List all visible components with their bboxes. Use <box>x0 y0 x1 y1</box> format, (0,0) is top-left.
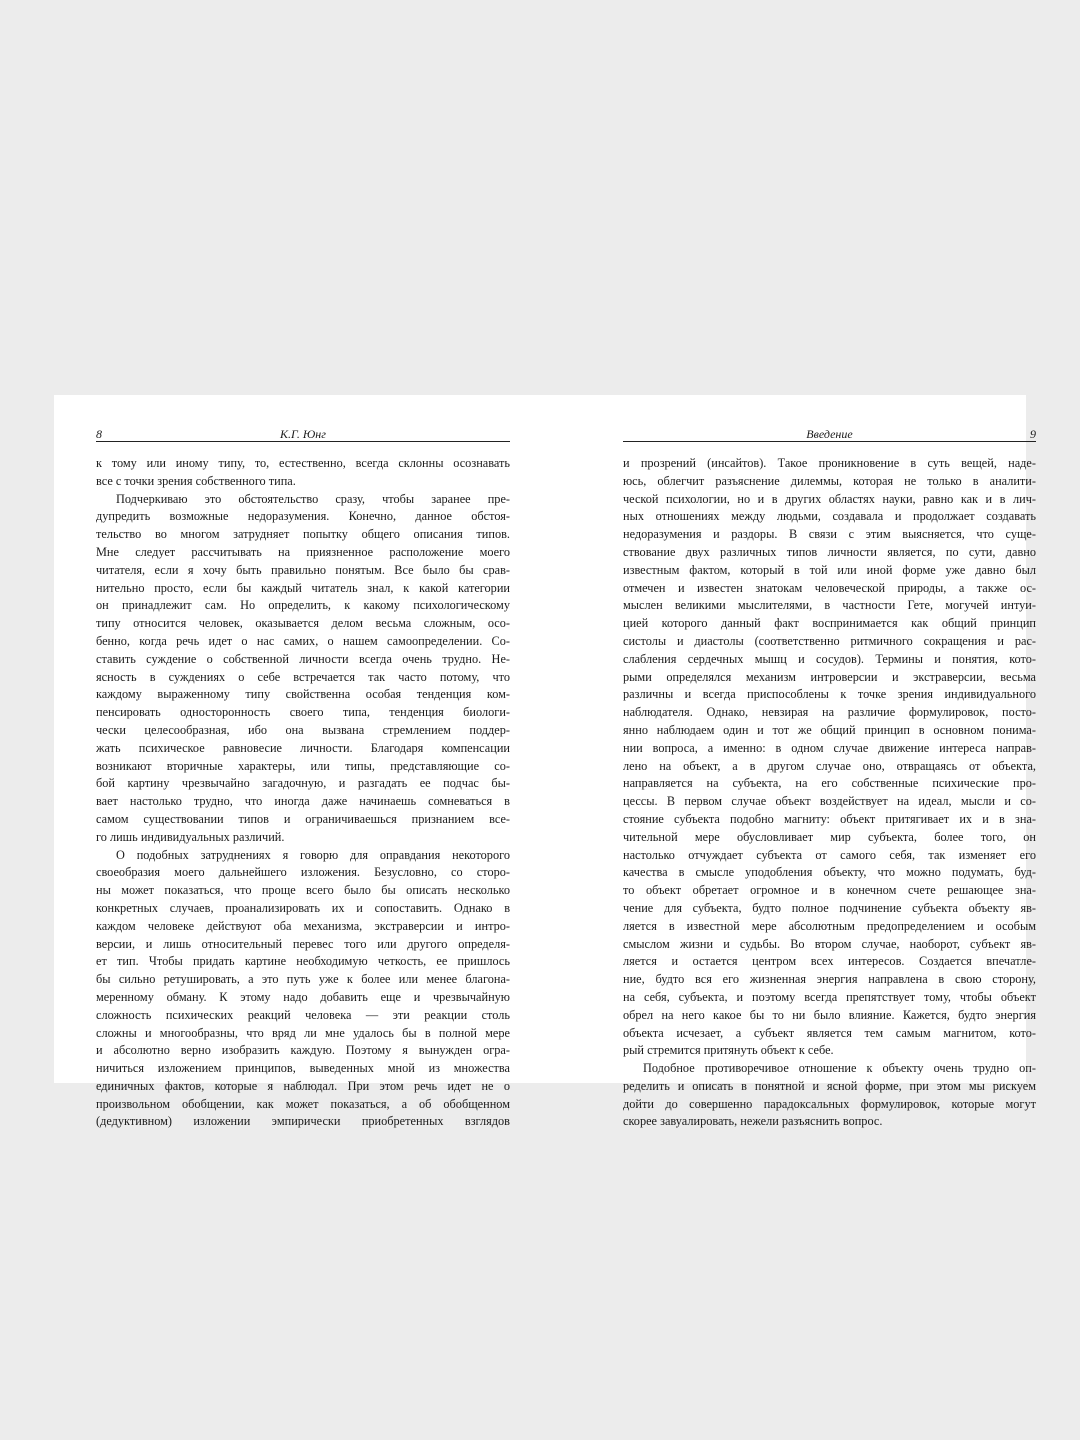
left-page <box>96 395 510 1129</box>
text-line: возникают вторичные характеры, или типы, представляющие со- <box>96 758 510 773</box>
text-line: лено на объект, а в другом случае оно, отвращаясь от объекта, <box>623 758 1036 773</box>
text-line: различны и всегда приспособлены к точке зрения индивидуального <box>623 687 1036 702</box>
text-line: дупредить возможные недоразумения. Конечно, данное обстоя- <box>96 509 510 524</box>
text-line: то объект обретает огромное и в конечном счете решающее зна- <box>623 883 1036 898</box>
text-line: (дедуктивном) изложении эмпирически приобретенных взглядов <box>96 1114 510 1129</box>
text-line: он принадлежит сам. Но определить, к какому психологическому <box>96 598 510 613</box>
text-line: нии вопроса, а именно: в одном случае движение интереса направ- <box>623 740 1036 755</box>
running-head-author: К.Г. Юнг <box>280 427 326 441</box>
page-number: 9 <box>1030 427 1036 441</box>
text-line: чение для субъекта, будто полное подчинение субъекта объекту яв- <box>623 900 1036 915</box>
text-line: мыслен великими мыслителями, в частности Гете, могучей интуи- <box>623 598 1036 613</box>
text-line: направляется на субъекта, на его собственные психические про- <box>623 776 1036 791</box>
text-line: произвольном обобщении, как может показаться, а об обобщенном <box>96 1096 510 1111</box>
text-line: слабления сердечных мышц и сосудов). Термины и понятия, кото- <box>623 651 1036 666</box>
text-line: цией которого данный факт воспринимается как общий принцип <box>623 616 1036 631</box>
text-line: рыми определялся механизм интроверсии и экстраверсии, весьма <box>623 669 1036 684</box>
text-line: читателя, если я хочу быть правильно понятым. Все было бы срав- <box>96 562 510 577</box>
text-line: ределить и описать в понятной и ясной форме, при этом мы рискуем <box>623 1078 1036 1093</box>
text-line: наблюдателя. Однако, невзирая на различие формулировок, посто- <box>623 705 1036 720</box>
text-line: известным фактом, который в той или иной форме уже давно был <box>623 562 1036 577</box>
text-line: объекта исчезает, а субъект является тем самым магнитом, кото- <box>623 1025 1036 1040</box>
right-page-text <box>623 455 1036 1131</box>
text-line: юсь, облегчит разъяснение дилеммы, которая не только в аналити- <box>623 473 1036 488</box>
text-line: своеобразия моего дальнейшего изложения. Безусловно, со сторо- <box>96 865 510 880</box>
text-line: каждом человеке действуют оба механизма, экстраверсии и интро- <box>96 918 510 933</box>
running-head-chapter: Введение <box>806 427 853 441</box>
text-line: пенсировать односторонность своего типа, тенденция биологи- <box>96 705 510 720</box>
text-line: ны может показаться, что проще всего было бы описать несколько <box>96 883 510 898</box>
text-line: Подчеркиваю это обстоятельство сразу, чтобы заранее пре- <box>116 491 510 506</box>
text-line: О подобных затруднениях я говорю для оправдания некоторого <box>116 847 510 862</box>
text-line: меренному обману. К этому надо добавить еще и чрезвычайную <box>96 989 510 1004</box>
text-line: самом существовании типов и ограничиваешься признанием все- <box>96 811 510 826</box>
text-line: ет тип. Чтобы придать картине необходимую четкость, ее пришлось <box>96 954 510 969</box>
text-line: каждому выраженному типу свойственна особая тенденция ком- <box>96 687 510 702</box>
text-line: отмечен и известен знатокам человеческой природы, а также ос- <box>623 580 1036 595</box>
text-line: сложность психических реакций человека — эти реакции столь <box>96 1007 510 1022</box>
text-line: скорее завуалировать, нежели разъяснить вопрос. <box>623 1114 883 1129</box>
text-line: ляется и остается центром всех интересов. Создается впечатле- <box>623 954 1036 969</box>
left-page-header <box>96 428 510 442</box>
text-line: ляется в известной мере абсолютным предопределением и особым <box>623 918 1036 933</box>
page-number: 8 <box>96 427 102 441</box>
text-line: настолько отчуждает субъекта от самого себя, так изменяет его <box>623 847 1036 862</box>
book-spread <box>54 395 1036 1129</box>
text-line: чески целесообразная, ибо она вызвана стремлением поддер- <box>96 722 510 737</box>
text-line: единичных фактов, которые я наблюдал. При этом речь идет не о <box>96 1078 510 1093</box>
text-line: и абсолютно верно изобразить каждую. Поэтому я вынужден огра- <box>96 1043 510 1058</box>
text-line: недоразумения и раздоры. В связи с этим выясняется, что суще- <box>623 527 1036 542</box>
text-line: жать психическое равновесие личности. Благодаря компенсации <box>96 740 510 755</box>
text-line: ясность в суждениях о себе встречается так часто потому, что <box>96 669 510 684</box>
text-line: ставить суждение о собственной личности всегда очень трудно. Не- <box>96 651 510 666</box>
text-line: и прозрений (инсайтов). Такое проникновение в суть вещей, наде- <box>623 456 1036 470</box>
text-line: все с точки зрения собственного типа. <box>96 473 296 488</box>
text-line: обрел на него какое бы то ни было влияние. Кажется, будто энергия <box>623 1007 1036 1022</box>
text-line: ствование двух различных типов личности является, по сути, давно <box>623 544 1036 559</box>
text-line: типу относится человек, оказывается делом весьма сложным, осо- <box>96 616 510 631</box>
text-line: сложны и многообразны, что вряд ли мне удалось бы в полной мере <box>96 1025 510 1040</box>
text-line: Мне следует рассчитывать на приязненное расположение моего <box>96 544 510 559</box>
text-line: систолы и диастолы (соответственно ритмичного сокращения и рас- <box>623 633 1036 648</box>
text-line: бой картину чрезвычайно загадочную, и разгадать ее подчас бы- <box>96 776 510 791</box>
text-line: ние, будто вся его жизненная энергия направлена в свою сторону, <box>623 972 1036 987</box>
text-line: бенно, когда речь идет о нас самих, о нашем самоопределении. Со- <box>96 633 510 648</box>
left-page-text <box>96 455 510 1131</box>
text-line: тельство во многом затрудняет попытку общего описания типов. <box>96 527 510 542</box>
text-line: рый стремится притянуть объект к себе. <box>623 1043 834 1058</box>
text-line: цессы. В первом случае объект воздействует на идеал, мысли и со- <box>623 794 1036 809</box>
text-line: бы сильно ретушировать, а это путь уже к более или менее благона- <box>96 972 510 987</box>
text-line: дойти до совершенно парадоксальных формулировок, которые могут <box>623 1096 1036 1111</box>
text-line: стояние субъекта подобно магниту: объект притягивает их и в зна- <box>623 811 1036 826</box>
text-line: янно наблюдаем один и тот же общий принцип в основном понима- <box>623 722 1036 737</box>
text-line: ничиться изложением принципов, выведенных мной из множества <box>96 1061 510 1076</box>
right-page-header <box>623 428 1036 442</box>
text-line: ных отношениях между людьми, создавала и продолжает создавать <box>623 509 1036 524</box>
text-line: чительной мере обусловливает мир субъекта, более того, он <box>623 829 1036 844</box>
text-line: Подобное противоречивое отношение к объекту очень трудно оп- <box>643 1061 1036 1076</box>
text-line: нительно просто, если бы каждый читатель знал, к какой категории <box>96 580 510 595</box>
text-line: вает настолько трудно, что иногда даже начинаешь сомневаться в <box>96 794 510 809</box>
text-line: версии, и лишь относительный перевес того или другого определя- <box>96 936 510 951</box>
text-line: го лишь индивидуальных различий. <box>96 829 285 844</box>
text-line: к тому или иному типу, то, естественно, всегда склонны осознавать <box>96 456 510 470</box>
text-line: конкретных случаев, проанализировать их и сопоставить. Однако в <box>96 900 510 915</box>
text-line: на себя, субъекта, и поэтому всегда препятствует тому, чтобы объект <box>623 989 1036 1004</box>
text-line: качества в смысле уподобления объекту, что можно подумать, буд- <box>623 865 1036 880</box>
text-line: ческой психологии, но и в других областях науки, равно как и в лич- <box>623 491 1036 506</box>
text-line: смыслом жизни и судьбы. Во втором случае, наоборот, субъект яв- <box>623 936 1036 951</box>
right-page <box>623 395 1036 1129</box>
